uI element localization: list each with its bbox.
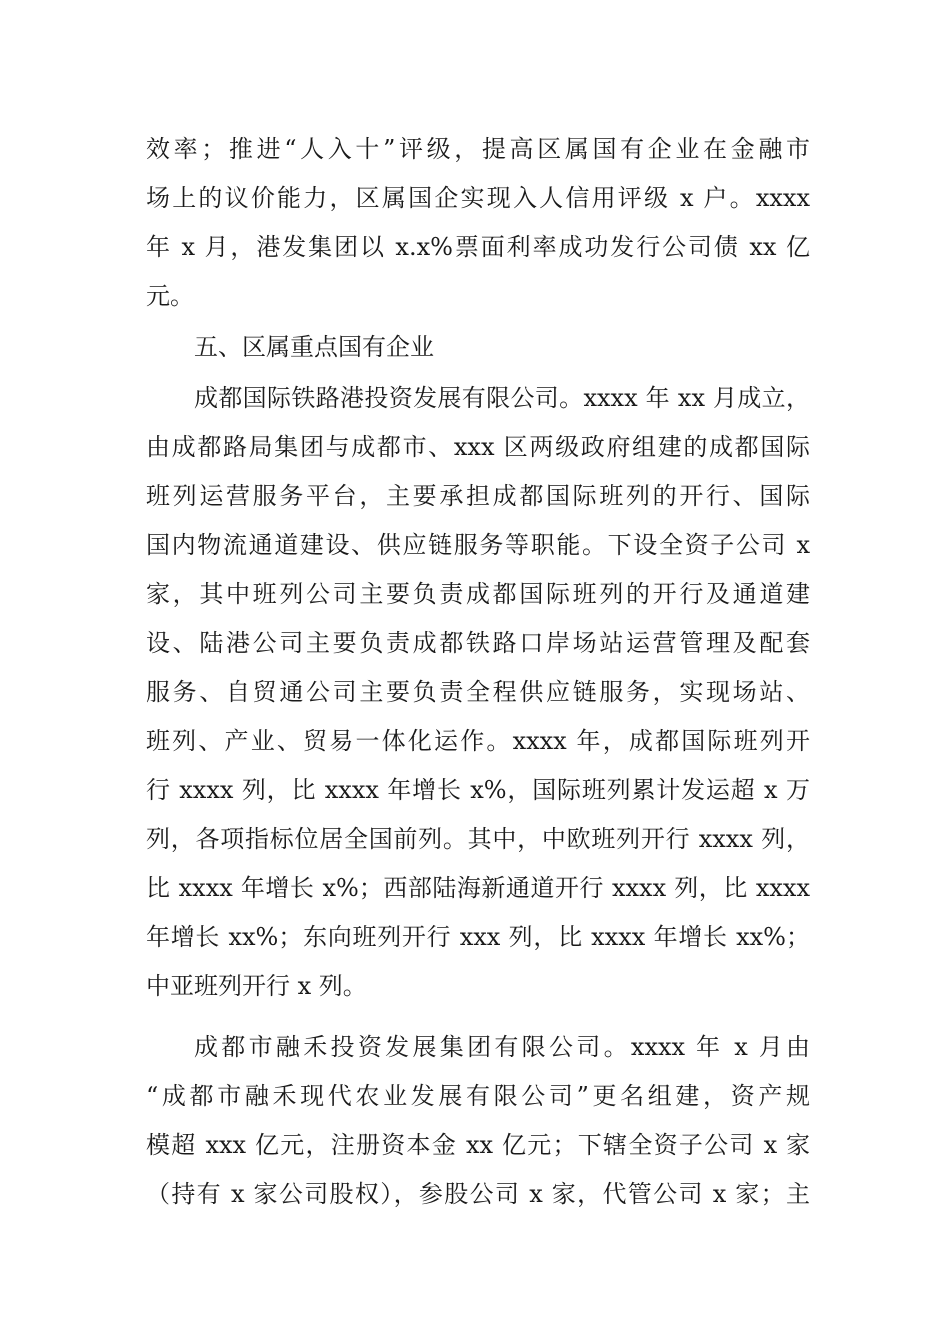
text-line: 元。 (146, 282, 194, 310)
text-line: “成都市融禾现代农业发展有限公司”更名组建，资产规 (146, 1082, 810, 1110)
text-line: 班列、产业、贸易一体化运作。xxxx 年，成都国际班列开 (146, 727, 810, 755)
text-line: 由成都路局集团与成都市、xxx 区两级政府组建的成都国际 (146, 433, 810, 461)
text-line: 中亚班列开行 x 列。 (146, 972, 367, 1000)
text-line: 设、陆港公司主要负责成都铁路口岸场站运营管理及配套 (146, 629, 810, 657)
section-heading: 五、区属重点国有企业 (194, 333, 434, 361)
text-line: 列，各项指标位居全国前列。其中，中欧班列开行 xxxx 列， (146, 825, 810, 853)
text-line: （持有 x 家公司股权），参股公司 x 家，代管公司 x 家；主 (146, 1180, 810, 1208)
text-line: 家，其中班列公司主要负责成都国际班列的开行及通道建 (146, 580, 810, 608)
text-line: 年增长 xx%；东向班列开行 xxx 列，比 xxxx 年增长 xx%； (146, 923, 810, 951)
text-line: 服务、自贸通公司主要负责全程供应链服务，实现场站、 (146, 678, 810, 706)
text-line: 效率；推进“人入十”评级，提高区属国有企业在金融市 (146, 135, 810, 163)
text-line: 行 xxxx 列，比 xxxx 年增长 x%，国际班列累计发运超 x 万 (146, 776, 810, 804)
text-line: 成都国际铁路港投资发展有限公司。xxxx 年 xx 月成立， (194, 384, 810, 412)
text-line: 国内物流通道建设、供应链服务等职能。下设全资子公司 x (146, 531, 810, 559)
text-line: 班列运营服务平台，主要承担成都国际班列的开行、国际 (146, 482, 810, 510)
text-line: 场上的议价能力，区属国企实现入人信用评级 x 户。xxxx (146, 184, 810, 212)
text-line: 年 x 月，港发集团以 x.x%票面利率成功发行公司债 xx 亿 (146, 233, 810, 261)
text-line: 比 xxxx 年增长 x%；西部陆海新通道开行 xxxx 列，比 xxxx (146, 874, 810, 902)
text-line: 成都市融禾投资发展集团有限公司。xxxx 年 x 月由 (194, 1033, 810, 1061)
text-line: 模超 xxx 亿元，注册资本金 xx 亿元；下辖全资子公司 x 家 (146, 1131, 810, 1159)
